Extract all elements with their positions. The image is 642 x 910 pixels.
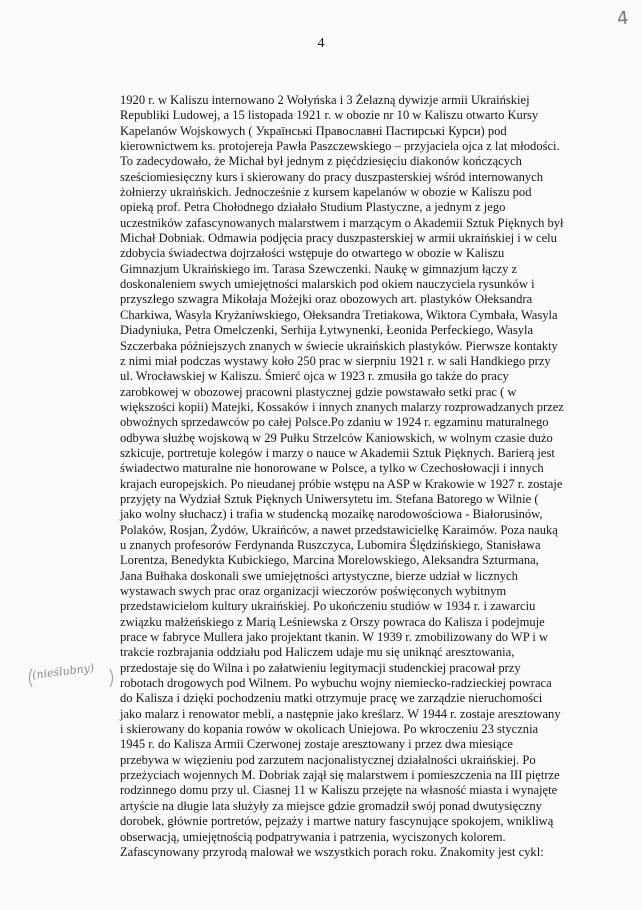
text-line: 1920 r. w Kaliszu internowano 2 Wołyńska i 3 Żelazną dywizje armii Ukraińskiej bbox=[120, 93, 530, 107]
text-line: Lorentza, Benedykta Kubickiego, Marcina Morelowskiego, Aleksandra Szturmana, bbox=[120, 553, 539, 568]
text-line: z nimi miał podczas wystawy koło 250 prac w sierpniu 1921 r. w sali Handkiego przy bbox=[120, 353, 551, 368]
text-line: Diadyniuka, Petra Omelczenki, Serhija Łytwynenki, Łeonida Perfeckiego, Wasyla bbox=[120, 323, 534, 338]
text-line: świadectwo maturalne nie honorowane w Polsce, a tylko w Czechosłowacji i innych bbox=[120, 461, 544, 476]
text-line: opieką prof. Petra Chołodnego działało Studium Plastyczne, a jednym z jego bbox=[120, 200, 506, 215]
text-line: większości kopii) Matejki, Kossaków i innych znanych malarzy rozprowadzanych przez bbox=[120, 399, 564, 414]
text-line: doskonaleniem swych umiejętności malarskich pod okiem nauczyciela rysunków i bbox=[120, 277, 535, 292]
margin-annotation bbox=[26, 661, 116, 691]
body-text bbox=[120, 93, 590, 860]
text-line: i skierowany do kopania rowów w okolicach Uniejowa. Po wkroczeniu 23 stycznia bbox=[120, 722, 539, 737]
text-line: dorobek, głównie portretów, pejzaży i martwe natury fascynujące spokojem, wnikliwą bbox=[120, 814, 554, 829]
text-line: artyście na długie lata służyły za miejsce gdzie gromadził swój ponad dwutysięczny bbox=[120, 798, 542, 813]
text-line: robotach drogowych pod Wilnem. Po wybuchu wojny niemiecko-radzieckiej powraca bbox=[120, 676, 552, 691]
text-line: Szczerbaka późniejszych znanych w świecie ukraińskich plastyków. Pierwsze kontakty bbox=[120, 338, 558, 353]
text-line: przyjęty na Wydział Sztuk Pięknych Uniwersytetu im. Stefana Batorego w Wilnie ( bbox=[120, 491, 539, 506]
text-line: obserwacją, umiejętnością podpatrywania i patrzenia, wyciszonych kolorem. bbox=[120, 829, 506, 844]
text-line: Republiki Ludowej, a 15 listopada 1921 r. w obozie nr 10 w Kaliszu otwarto Kursy bbox=[120, 108, 539, 123]
handwritten-page-mark: 4 bbox=[615, 7, 630, 30]
text-line: szkicuje, portretuje kolegów i marzy o nauce w Akademii Sztuk Pięknych. Barierą jest bbox=[120, 445, 555, 460]
text-line: sześciomiesięczny kurs i skierowany do pracy duszpasterskiej wśród internowanych bbox=[120, 169, 543, 184]
text-line: zarobkowej w obozowej pracowni plastycznej gdzie powstawało setki prac ( w bbox=[120, 384, 517, 399]
text-line: Jana Bułhaka doskonali swe umiejętności artystyczne, bierze udział w licznych bbox=[120, 568, 518, 583]
text-line: 1945 r. do Kalisza Armii Czerwonej zostaje aresztowany i przez dwa miesiące bbox=[120, 737, 513, 752]
text-line: odbywa służbę wojskową w 29 Pułku Strzelców Kaniowskich, w wolnym czasie dużo bbox=[120, 430, 553, 445]
text-line: uczestników zafascynowanych malarstwem i marzącym o Akademii Sztuk Pięknych był bbox=[120, 215, 564, 230]
text-line: przedostaje się do Wilna i po załatwieniu legitymacji studenckiej pracował przy bbox=[120, 660, 521, 675]
text-line: jako wolny słuchacz) i trafia w studencką mozaikę narodowościowa - Białorusinów, bbox=[120, 507, 543, 522]
text-line: jako malarz i renowator mebli, a następnie jako kreślarz. W 1944 r. zostaje aresztowany bbox=[120, 706, 561, 721]
text-line: przedstawicielom kultury ukraińskiej. Po ukończeniu studiów w 1934 r. i zawarciu bbox=[120, 599, 536, 614]
text-line: wystawach swych prac oraz organizacji wieczorów poświęconych wybitnym bbox=[120, 584, 507, 598]
text-line: Michał Dobniak. Odmawia podjęcia pracy duszpasterskiej w armii ukraińskiej i w celu bbox=[120, 231, 557, 246]
text-line: Kapelanów Wojskowych ( Українські Православні Пастирські Курси) pod bbox=[120, 123, 507, 138]
text-line: kierownictwem ks. protojereja Pawła Paszczewskiego – przyjaciela ojca z lat młodości. bbox=[120, 139, 560, 154]
text-line: rodzinnego domu przy ul. Ciasnej 11 w Kaliszu przejęte na własność miasta i wynajęte bbox=[120, 783, 558, 798]
text-line: ul. Wrocławskiej w Kaliszu. Śmierć ojca w 1923 r. zmusiła go także do pracy bbox=[120, 369, 509, 384]
text-line: obwoźnych sprzedawców po całej Polsce.Po zdaniu w 1924 r. egzaminu maturalnego bbox=[120, 415, 549, 430]
text-line: przyszłego szwagra Mikołaja Możejki oraz obozowych art. plastyków Ołeksandra bbox=[120, 292, 533, 307]
text-line: związku małżeńskiego z Marią Leśniewska z Orszy powraca do Kalisza i podejmuje bbox=[120, 614, 545, 629]
text-line: żołnierzy ukraińskich. Jednocześnie z kursem kapelanów w obozie w Kaliszu pod bbox=[120, 185, 532, 200]
text-line: trakcie rozbrajania oddziału pod Haliczem udaje mu się uniknąć aresztowania, bbox=[120, 645, 515, 660]
page-number: 4 bbox=[317, 36, 325, 51]
text-line: prace w fabryce Mullera jako projektant tkanin. W 1939 r. zmobilizowany do WP i w bbox=[120, 630, 549, 645]
text-line: Polaków, Rosjan, Żydów, Ukraińców, a nawet przedstawicielkę Karaimów. Poza nauką bbox=[120, 522, 558, 537]
text-line: Zafascynowany przyrodą malował we wszystkich porach roku. Znakomity jest cykl: bbox=[120, 844, 544, 859]
text-line: Charkiwa, Wasyla Kryżaniwskiego, Ołeksandra Tretiakowa, Wiktora Cymbała, Wasyla bbox=[120, 307, 558, 322]
text-line: Gimnazjum Ukraińskiego im. Tarasa Szewczenki. Naukę w gimnazjum łączy z bbox=[120, 261, 518, 276]
handwritten-note: (nieślubny) bbox=[31, 661, 95, 682]
text-line: do Kalisza i dzięki pochodzeniu matki otrzymuje pracę we zarządzie nieruchomości bbox=[120, 691, 543, 706]
text-line: zdobycia świadectwa dojrzałości wstępuje do otwartego w obozie w Kaliszu bbox=[120, 246, 505, 261]
text-line: przebywa w więzieniu pod zarzutem nacjonalistycznej działalności ukraińskiej. Po bbox=[120, 752, 536, 767]
text-line: krajach europejskich. Po nieudanej próbie wstępu na ASP w Krakowie w 1927 r. zostaje bbox=[120, 476, 563, 491]
text-line: u znanych profesorów Ferdynanda Ruszczyca, Lubomira Ślędzińskiego, Stanisława bbox=[120, 537, 541, 552]
text-line: To zadecydowało, że Michał był jednym z pięćdziesięciu diakonów kończących bbox=[120, 154, 522, 169]
text-line: przeżyciach wojennych M. Dobriak zajął się malarstwem i pomieszczenia na III piętrze bbox=[120, 768, 560, 783]
